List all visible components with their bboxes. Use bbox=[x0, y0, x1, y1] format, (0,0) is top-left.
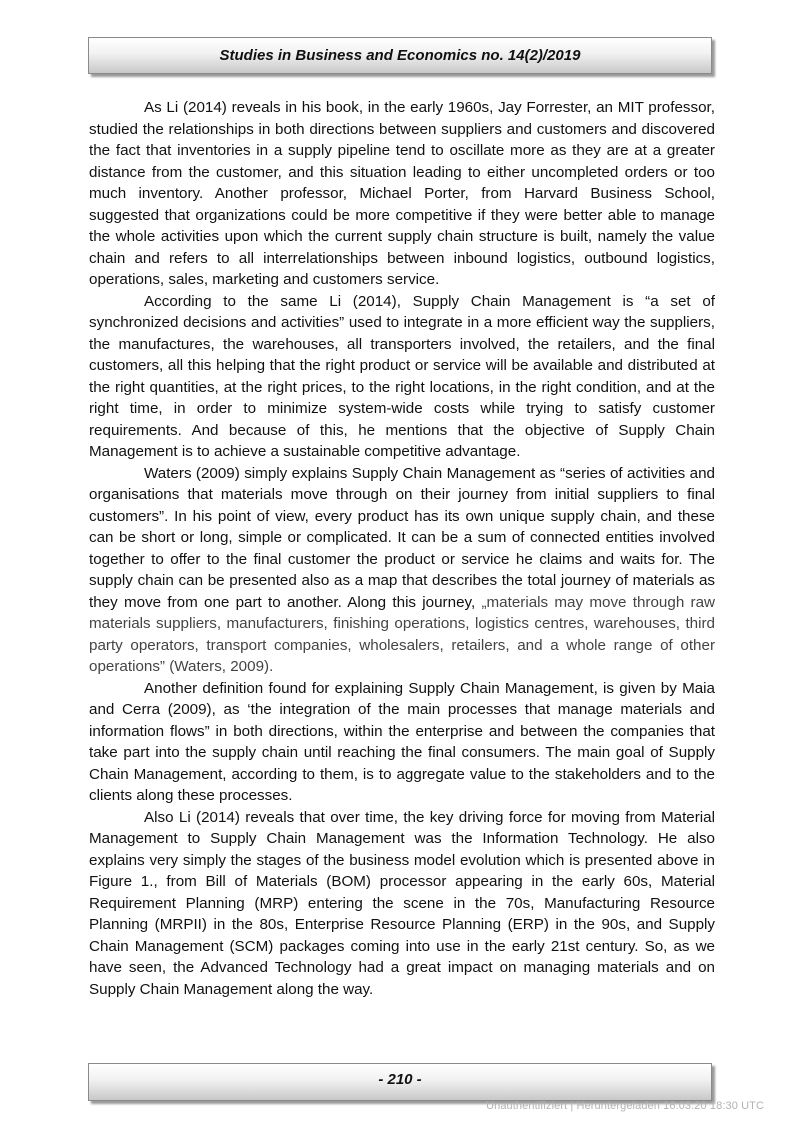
download-watermark: Unauthentifiziert | Heruntergeladen 16.03.20 18:30 UTC bbox=[486, 1100, 764, 1112]
paragraph-3 bbox=[89, 463, 715, 678]
paragraph-1: As Li (2014) reveals in his book, in the early 1960s, Jay Forrester, an MIT professor, studied the relationships in both directions between suppliers and customers and discovered the fact that inventories in a supply pipeline tend to oscillate more as they are at a greater distance from the customer, and this situation leading to either uncompleted orders or too much inventory. Another professor, Michael Porter, from Harvard Business School, suggested that organizations could be more competitive if they were better able to manage the whole activities upon which the current supply chain structure is built, namely the value chain and refers to all interrelationships between inbound logistics, outbound logistics, operations, sales, marketing and customers service. bbox=[89, 99, 715, 288]
article-body bbox=[89, 97, 715, 1000]
paragraph-4: Another definition found for explaining Supply Chain Management, is given by Maia and Cerra (2009), as ‘the integration of the main processes that manage materials and information flows” in both directions, within the enterprise and between the companies that take part into the supply chain until reaching the final consumers. The main goal of Supply Chain Management, according to them, is to aggregate value to the stakeholders and to the clients along these processes. bbox=[89, 679, 715, 804]
paragraph-3-quote: „materials may move through raw materials suppliers, manufacturers, finishing operations, logistics centres, warehouses, third party operators, transport companies, wholesalers, retailers, and a whole range of other operations” (Waters, 2009). bbox=[89, 593, 716, 675]
running-header bbox=[88, 37, 712, 74]
paragraph-5: Also Li (2014) reveals that over time, the key driving force for moving from Material Management to Supply Chain Management was the Information Technology. He also explains very simply the stages of the business model evolution which is presented above in Figure 1., from Bill of Materials (BOM) processor appearing in the early 60s, Material Requirement Planning (MRP) entering the scene in the 70s, Manufacturing Resource Planning (MRPII) in the 80s, Enterprise Resource Planning (ERP) in the 90s, and Supply Chain Management (SCM) packages coming into use in the early 21st century. So, as we have seen, the Advanced Technology had a great impact on managing materials and on Supply Chain Management along the way. bbox=[89, 808, 715, 998]
page-footer bbox=[88, 1063, 712, 1101]
page-number: - 210 - bbox=[378, 1071, 422, 1088]
paragraph-3-text: Waters (2009) simply explains Supply Chain Management as “series of activities and organisations that materials move through on their journey from initial suppliers to final customers”. In his point of view, every product has its own unique supply chain, and these can be short or long, simple or complicated. It can be a sum of connected entities involved together to offer to the final customer the product or service he claims and waits for. The supply chain can be presented also as a map that describes the total journey of materials as they move from one part to another. Along this journey, bbox=[89, 464, 715, 611]
journal-title: Studies in Business and Economics no. 14(2)/2019 bbox=[219, 47, 581, 64]
paragraph-2: According to the same Li (2014), Supply Chain Management is “a set of synchronized decisions and activities” used to integrate in a more efficient way the suppliers, the manufactures, the warehouses, all transporters involved, the retailers, and the final customers, all this helping that the right product or service will be available and distributed at the right quantities, at the right prices, to the right locations, in the right condition, and at the right time, in order to minimize system-wide costs while trying to satisfy customer requirements. And because of this, he mentions that the objective of Supply Chain Management is to achieve a sustainable competitive advantage. bbox=[89, 292, 715, 460]
